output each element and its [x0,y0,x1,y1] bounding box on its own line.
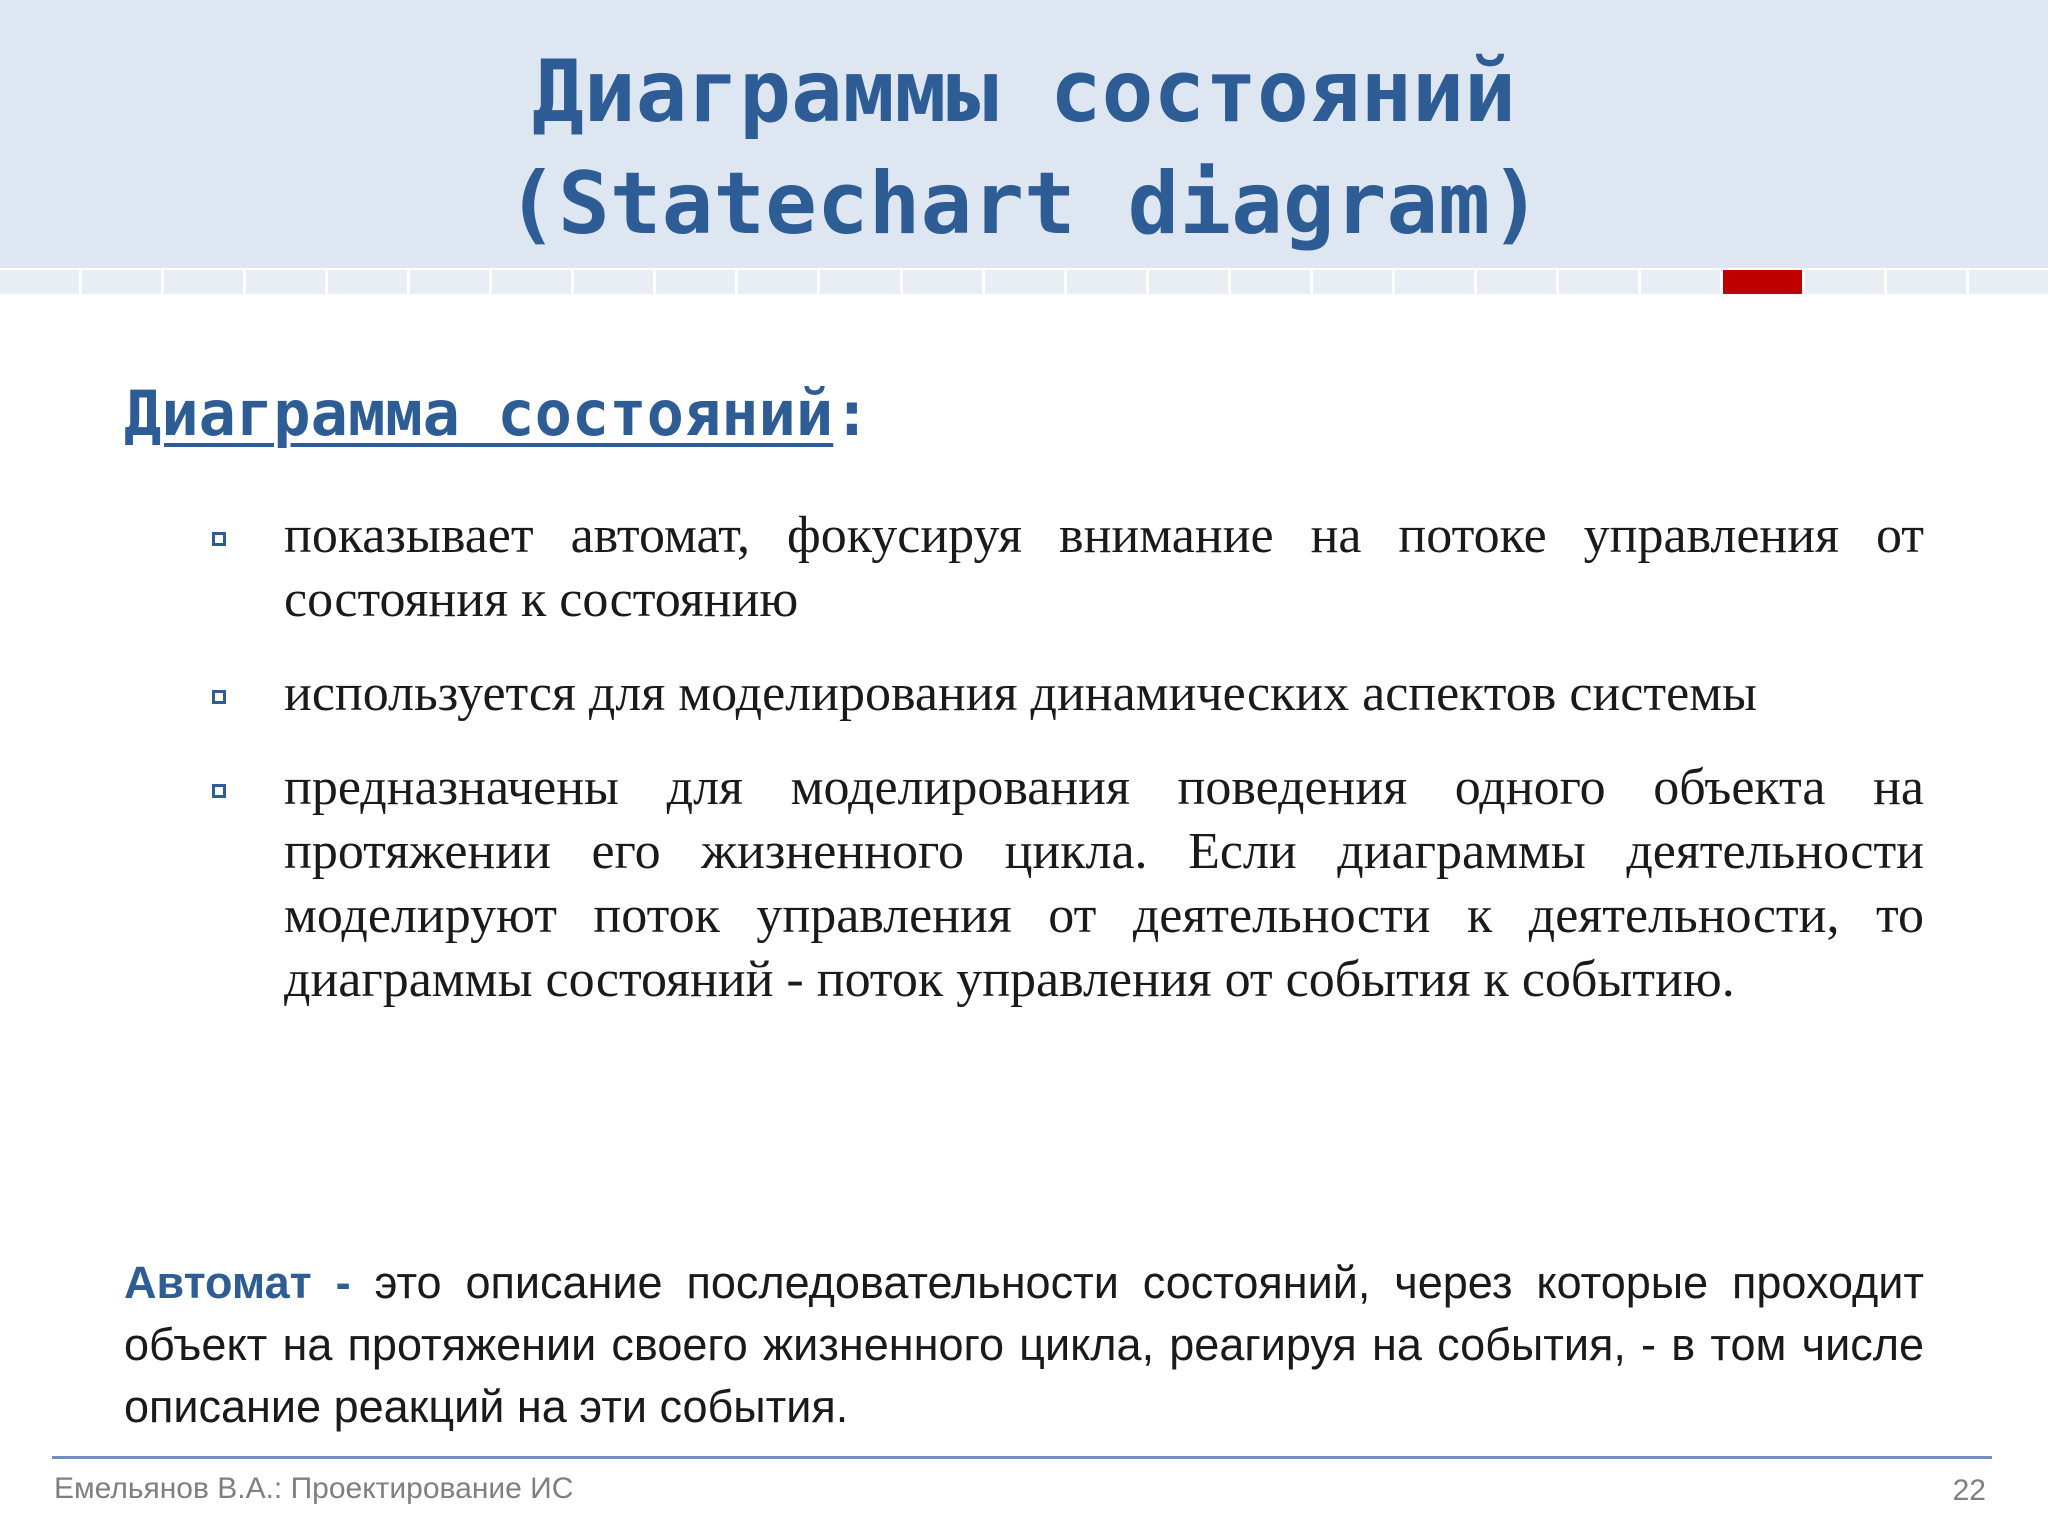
progress-segment [1969,270,2048,294]
square-bullet-icon [212,532,226,546]
progress-segment [1149,270,1228,294]
progress-segment [328,270,407,294]
title-header [0,0,2048,268]
progress-segment [1641,270,1720,294]
progress-segment [656,270,735,294]
square-bullet-icon [212,784,226,798]
bullet-text: предназначены для моделирования поведения одного объекта на протяжении его жизненного цикла. Если диаграммы деятельности моделируют поток управления от деятельности к деятельности, то диаграммы состояний - поток управления от события к событию. [284,759,1924,1008]
progress-segment [1395,270,1474,294]
title-line-1: Диаграммы состояний [532,42,1516,142]
progress-segment [1477,270,1556,294]
progress-segment [820,270,899,294]
bullet-text: показывает автомат, фокусируя внимание на потоке управления от состояния к состоянию [284,507,1924,628]
progress-segment [574,270,653,294]
progress-segment [1067,270,1146,294]
bullet-item [200,756,1924,1012]
definition-term: Автомат - [124,1257,351,1308]
progress-segment-active [1723,270,1802,294]
section-heading [124,372,871,456]
progress-segment [903,270,982,294]
progress-segment [410,270,489,294]
title-line-2: (Statechart diagram) [506,154,1542,254]
square-bullet-icon [212,690,226,704]
progress-segment [1805,270,1884,294]
progress-segment [1313,270,1392,294]
slide-title [0,36,2048,260]
slide-progress-strip [0,270,2048,294]
progress-segment [1231,270,1310,294]
progress-segment [164,270,243,294]
definition-paragraph [124,1252,1924,1438]
bullet-text: используется для моделирования динамических аспектов системы [284,665,1757,722]
bullet-item [200,504,1924,632]
progress-segment [1887,270,1966,294]
progress-segment [82,270,161,294]
footer-author: Емельянов В.А.: Проектирование ИС [54,1472,574,1505]
progress-segment [246,270,325,294]
progress-segment [985,270,1064,294]
progress-segment [1559,270,1638,294]
bullet-list [200,504,1924,1042]
progress-segment [0,270,79,294]
page-number: 22 [1952,1474,1986,1507]
footer-divider [52,1456,1992,1459]
bullet-item [200,662,1924,726]
section-heading-colon: : [833,377,871,450]
progress-segment [492,270,571,294]
definition-text: это описание последовательности состояний, через которые проходит объект на протяжении своего жизненного цикла, реагируя на события, - в том числе описание реакций на эти события. [124,1257,1924,1432]
progress-segment [738,270,817,294]
section-heading-text: Диаграмма состояний [124,377,834,450]
